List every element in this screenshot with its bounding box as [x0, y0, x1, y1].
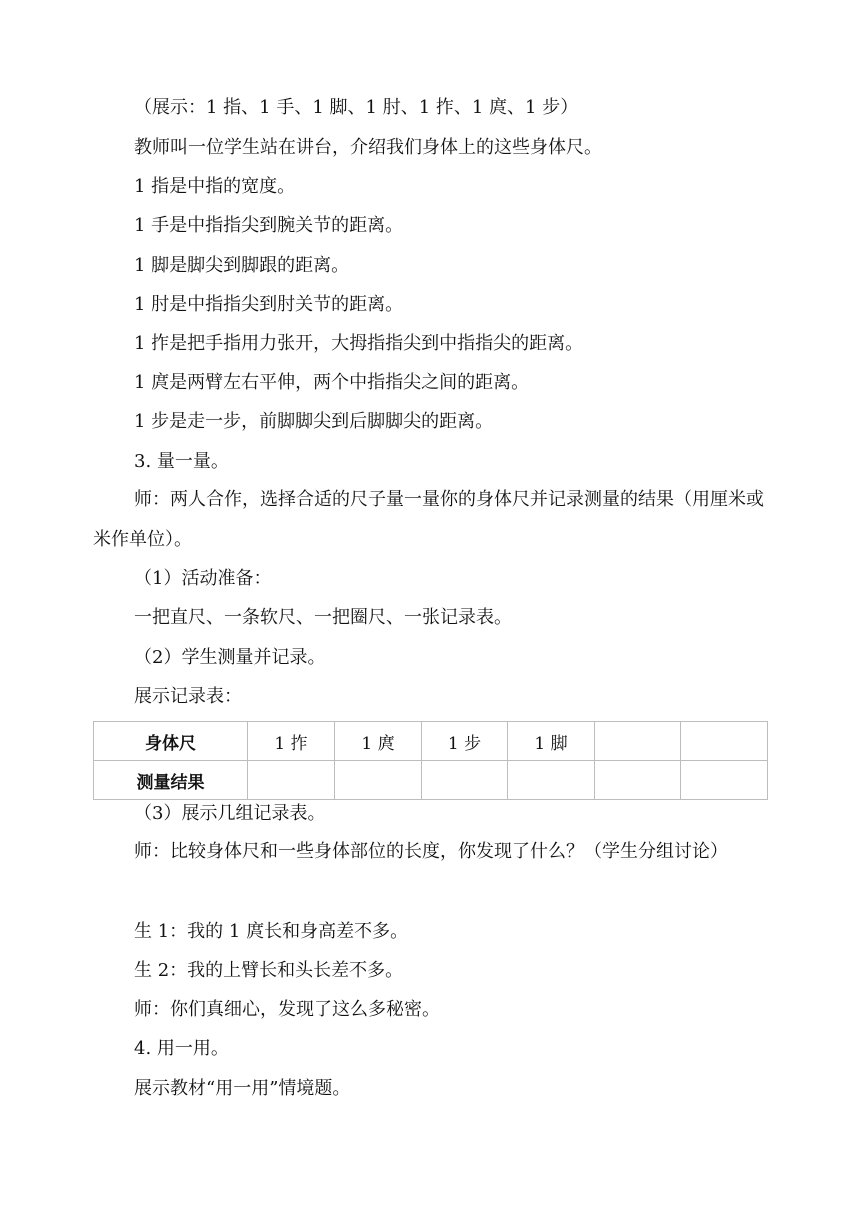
table-cell: [681, 761, 768, 800]
table-cell: [508, 761, 595, 800]
paragraph-hand: 1 手是中指指尖到腕关节的距离。: [134, 215, 404, 236]
paragraph-tools: 一把直尺、一条软尺、一把圈尺、一张记录表。: [134, 607, 512, 628]
table-cell: [595, 761, 681, 800]
table-cell: 1 拃: [248, 722, 335, 761]
paragraph-activity-prep: （1）活动准备：: [134, 568, 272, 589]
paragraph-finger: 1 指是中指的宽度。: [134, 176, 296, 197]
paragraph-step: 1 步是走一步，前脚脚尖到后脚脚尖的距离。: [134, 411, 494, 432]
paragraph-teacher-task: 师：两人合作，选择合适的尺子量一量你的身体尺并记录测量的结果（用厘米或米作单位）。: [93, 489, 764, 550]
paragraph-armspan: 1 庹是两臂左右平伸，两个中指指尖之间的距离。: [134, 372, 530, 393]
paragraph-teacher-question: 师：比较身体尺和一些身体部位的长度，你发现了什么？（学生分组讨论）: [134, 841, 728, 862]
table-cell: 1 庹: [335, 722, 422, 761]
paragraph-display-units: （展示：1 指、1 手、1 脚、1 肘、1 拃、1 庹、1 步）: [134, 97, 579, 118]
paragraph-show-table: 展示记录表：: [134, 686, 242, 707]
paragraph-student-1: 生 1：我的 1 庹长和身高差不多。: [134, 921, 409, 942]
table-row: [94, 761, 768, 800]
table-header-result: 测量结果: [94, 761, 248, 800]
table-header-body-ruler: 身体尺: [94, 722, 248, 761]
paragraph-students-measure: （2）学生测量并记录。: [134, 647, 326, 668]
table-cell: 1 步: [422, 722, 508, 761]
table-cell: [248, 761, 335, 800]
paragraph-teacher-praise: 师：你们真细心，发现了这么多秘密。: [134, 999, 440, 1020]
table-cell: [681, 722, 768, 761]
paragraph-span: 1 拃是把手指用力张开，大拇指指尖到中指指尖的距离。: [134, 333, 584, 354]
section-heading-use: 4. 用一用。: [134, 1038, 229, 1059]
paragraph-show-groups: （3）展示几组记录表。: [134, 803, 326, 824]
paragraph-teacher-intro: 教师叫一位学生站在讲台，介绍我们身体上的这些身体尺。: [134, 137, 602, 158]
paragraph-elbow: 1 肘是中指指尖到肘关节的距离。: [134, 294, 404, 315]
table-cell: [335, 761, 422, 800]
record-table: [93, 721, 768, 800]
table-cell: [595, 722, 681, 761]
paragraph-show-problem: 展示教材“用一用”情境题。: [134, 1078, 351, 1099]
paragraph-foot: 1 脚是脚尖到脚跟的距离。: [134, 255, 350, 276]
section-heading-measure: 3. 量一量。: [134, 451, 229, 472]
table-cell: 1 脚: [508, 722, 595, 761]
table-row: [94, 722, 768, 761]
paragraph-student-2: 生 2：我的上臂长和头长差不多。: [134, 960, 404, 981]
table-cell: [422, 761, 508, 800]
